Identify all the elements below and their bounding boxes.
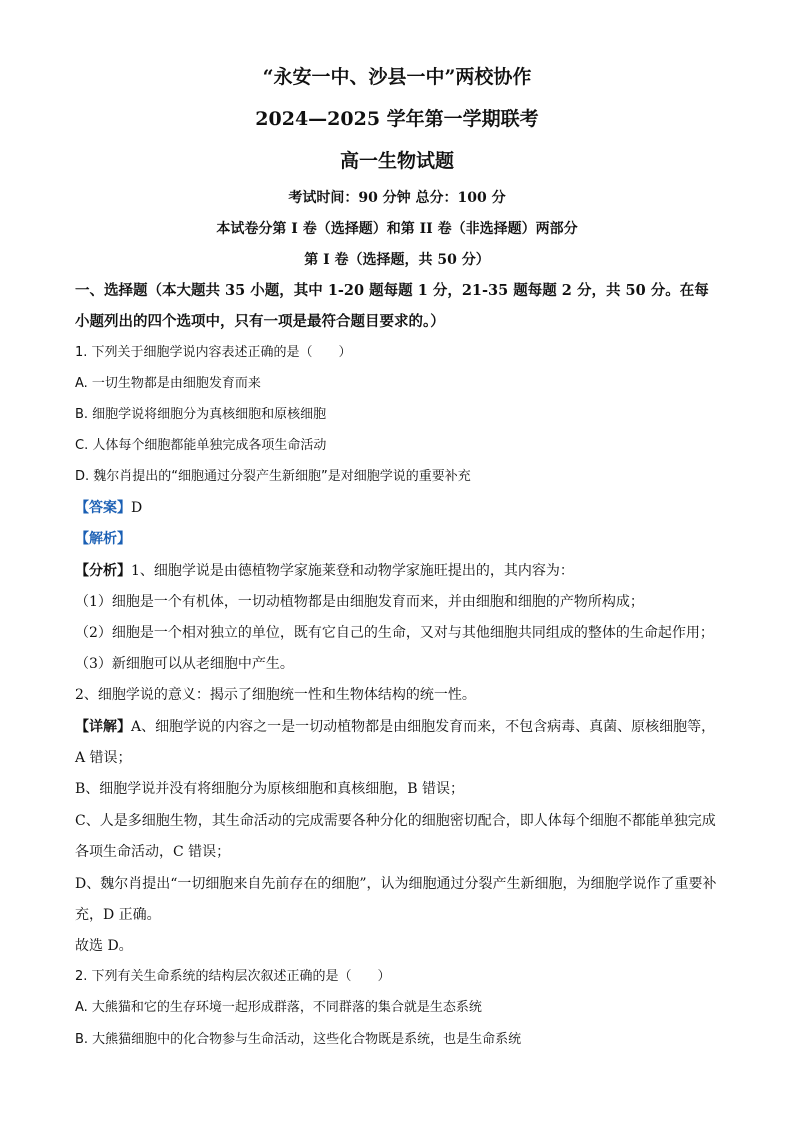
answer-value: D	[131, 500, 143, 516]
detail-d-line1: D、魏尔肖提出“一切细胞来自先前存在的细胞”，认为细胞通过分裂产生新细胞，为细胞学说作了重要补	[75, 876, 717, 892]
meaning-line: 2、细胞学说的意义：揭示了细胞统一性和生物体结构的统一性。	[75, 687, 476, 703]
question-1-option-b: B. 细胞学说将细胞分为真核细胞和原核细胞	[75, 407, 327, 422]
analysis-tag: 【解析】	[75, 531, 131, 547]
question-1-option-c: C. 人体每个细胞都能单独完成各项生命活动	[75, 438, 327, 453]
answer-tag: 【答案】	[75, 500, 131, 516]
question-1-option-d: D. 魏尔肖提出的“细胞通过分裂产生新细胞”是对细胞学说的重要补充	[75, 469, 471, 484]
detail-a-text: A、细胞学说的内容之一是一切动植物都是由细胞发育而来，不包含病毒、真菌、原核细胞等，	[131, 719, 716, 735]
paper-structure: 本试卷分第 I 卷（选择题）和第 II 卷（非选择题）两部分	[216, 221, 578, 237]
title-subject: 高一生物试题	[339, 150, 454, 172]
detail-a-line2: A 错误；	[75, 750, 132, 766]
question-2-option-b: B. 大熊猫细胞中的化合物参与生命活动，这些化合物既是系统，也是生命系统	[75, 1032, 522, 1047]
conclusion: 故选 D。	[75, 938, 133, 954]
fenxi-text: 1、细胞学说是由德植物学家施莱登和动物学家施旺提出的，其内容为：	[131, 563, 574, 579]
question-2-stem: 2. 下列有关生命系统的结构层次叙述正确的是（ ）	[75, 969, 391, 984]
fenxi-tag: 【分析】	[75, 563, 131, 579]
question-1-option-a: A. 一切生物都是由细胞发育而来	[75, 376, 261, 391]
point-2: （2）细胞是一个相对独立的单位，既有它自己的生命，又对与其他细胞共同组成的整体的生命起作用；	[75, 625, 714, 641]
detail-c-line1: C、人是多细胞生物，其生命活动的完成需要各种分化的细胞密切配合，即人体每个细胞不都能单独完成	[75, 813, 716, 829]
question-1-stem: 1. 下列关于细胞学说内容表述正确的是（ ）	[75, 345, 352, 360]
detail-c-line2: 各项生命活动，C 错误；	[75, 844, 231, 860]
title-schools: “永安一中、沙县一中”两校协作	[262, 66, 532, 88]
analysis-line	[75, 529, 131, 549]
exam-info: 考试时间：90 分钟 总分：100 分	[288, 190, 506, 206]
section-heading-line1: 一、选择题（本大题共 35 小题，其中 1-20 题每题 1 分，21-35 题每题 2 分，共 50 分。在每	[75, 282, 709, 299]
part-one-heading: 第 I 卷（选择题，共 50 分）	[304, 252, 490, 268]
detail-tag: 【详解】	[75, 719, 131, 735]
fenxi-line	[75, 561, 574, 581]
title-term: 2024—2025 学年第一学期联考	[255, 108, 539, 130]
detail-b: B、细胞学说并没有将细胞分为原核细胞和真核细胞，B 错误；	[75, 781, 465, 797]
detail-d-line2: 充，D 正确。	[75, 907, 161, 923]
point-1: （1）细胞是一个有机体，一切动植物都是由细胞发育而来，并由细胞和细胞的产物所构成；	[75, 594, 644, 610]
question-2-option-a: A. 大熊猫和它的生存环境一起形成群落，不同群落的集合就是生态系统	[75, 1000, 482, 1015]
detail-a-line1	[75, 717, 715, 737]
answer-line	[75, 498, 142, 518]
section-heading-line2: 小题列出的四个选项中，只有一项是最符合题目要求的。）	[75, 313, 445, 330]
point-3: （3）新细胞可以从老细胞中产生。	[75, 656, 294, 672]
